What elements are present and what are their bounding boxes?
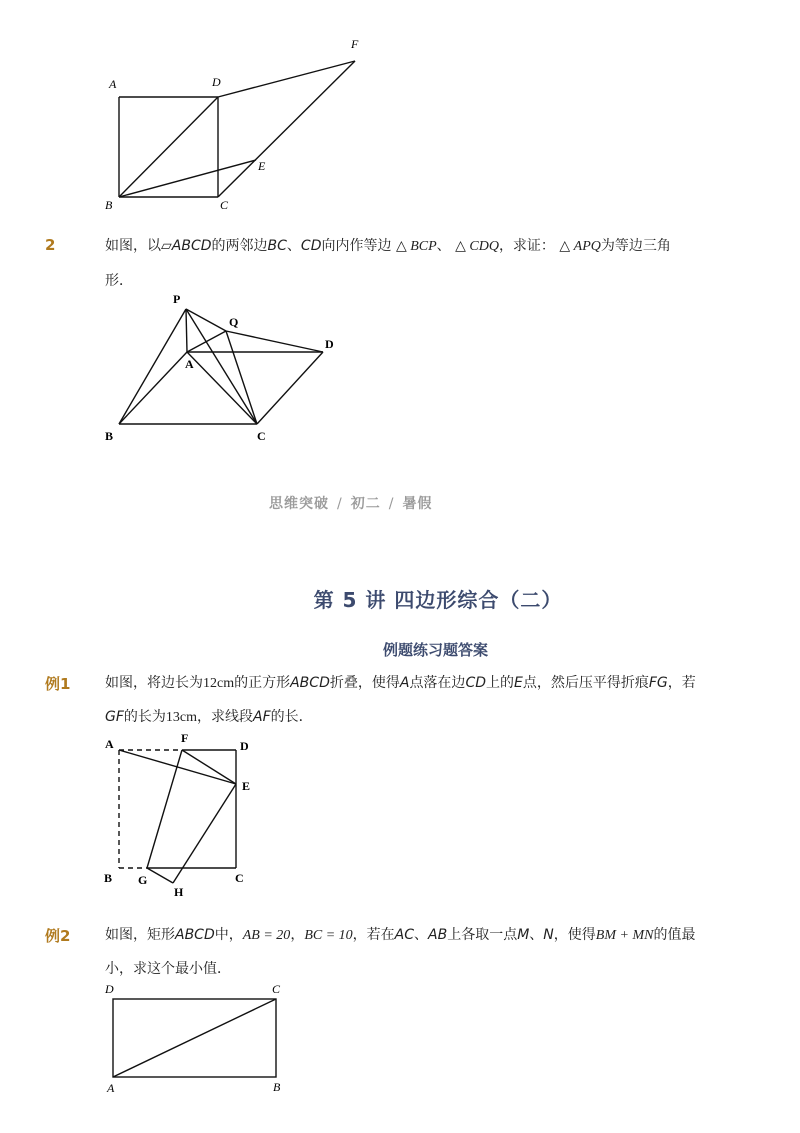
label-g: G: [138, 873, 148, 887]
lesson-subtitle: 例题练习题答案: [383, 641, 489, 659]
example-2-text: 如图，矩形ABCD中，AB = 20，BC = 10，若在AC、AB上各取一点M、N，使得BM + MN的值最: [105, 927, 696, 943]
label-d: D: [212, 75, 221, 89]
edge-pc: [186, 309, 257, 424]
problem-2-text: 如图，以▱ABCD的两邻边BC、CD向内作等边 △ BCP、 △ CDQ，求证： △ APQ为等边三角: [105, 238, 671, 254]
label-a: A: [107, 1081, 115, 1095]
label-a: A: [185, 357, 194, 371]
problem-number: 2: [45, 236, 56, 254]
edge-pa: [186, 309, 187, 352]
label-a: A: [105, 737, 114, 751]
label-b: B: [105, 429, 114, 443]
label-p: P: [173, 292, 181, 306]
edge-ac: [187, 352, 257, 424]
label-c: C: [272, 982, 281, 996]
edge-bp: [119, 309, 186, 424]
seg-fe: [182, 750, 236, 784]
lesson-title: 第 5 讲 四边形综合（二）: [313, 588, 563, 612]
example-1-text: 如图，将边长为12cm的正方形ABCD折叠，使得A点落在边CD上的E点，然后压平得折痕FG，若: [105, 675, 696, 691]
label-b: B: [105, 198, 113, 212]
seg-gh: [147, 868, 173, 883]
label-d: D: [240, 739, 249, 753]
seg-ae: [119, 750, 236, 784]
example-2-text-line2: 小，求这个最小值．: [105, 961, 231, 977]
edge-fc: [218, 61, 355, 197]
example-2-label: 例2: [45, 927, 71, 945]
example-1-label: 例1: [45, 675, 71, 693]
label-a: A: [109, 77, 117, 91]
figure-square-parallelogram: [0, 0, 800, 230]
edge-qd: [226, 331, 323, 352]
edge-ba: [119, 352, 187, 424]
fold-fg: [147, 750, 182, 868]
label-c: C: [257, 429, 266, 443]
figure-folded-square: [0, 728, 800, 908]
label-q: Q: [229, 315, 239, 329]
label-f: F: [181, 731, 189, 745]
label-d: D: [325, 337, 334, 351]
label-b: B: [104, 871, 113, 885]
label-e: E: [258, 159, 266, 173]
label-h: H: [174, 885, 184, 899]
label-d: D: [105, 982, 114, 996]
page-footer: 思维突破 / 初二 / 暑假: [269, 496, 433, 512]
edge-qc: [226, 331, 257, 424]
label-c: C: [220, 198, 229, 212]
figure-parallelogram-equilateral: [0, 290, 800, 450]
edge-df: [218, 61, 355, 97]
edge-be: [119, 160, 256, 197]
label-f: F: [351, 37, 359, 51]
diag-bd: [119, 97, 218, 197]
figure-rectangle-diagonal: [0, 978, 800, 1108]
edge-dc: [257, 352, 323, 424]
edge-aq: [187, 331, 226, 352]
diag-ac: [113, 999, 276, 1077]
problem-2-text-line2: 形．: [105, 273, 133, 289]
example-1-text-line2: GF的长为13cm，求线段AF的长．: [105, 709, 313, 725]
label-c: C: [235, 871, 244, 885]
label-e: E: [242, 779, 251, 793]
label-b: B: [273, 1080, 281, 1094]
